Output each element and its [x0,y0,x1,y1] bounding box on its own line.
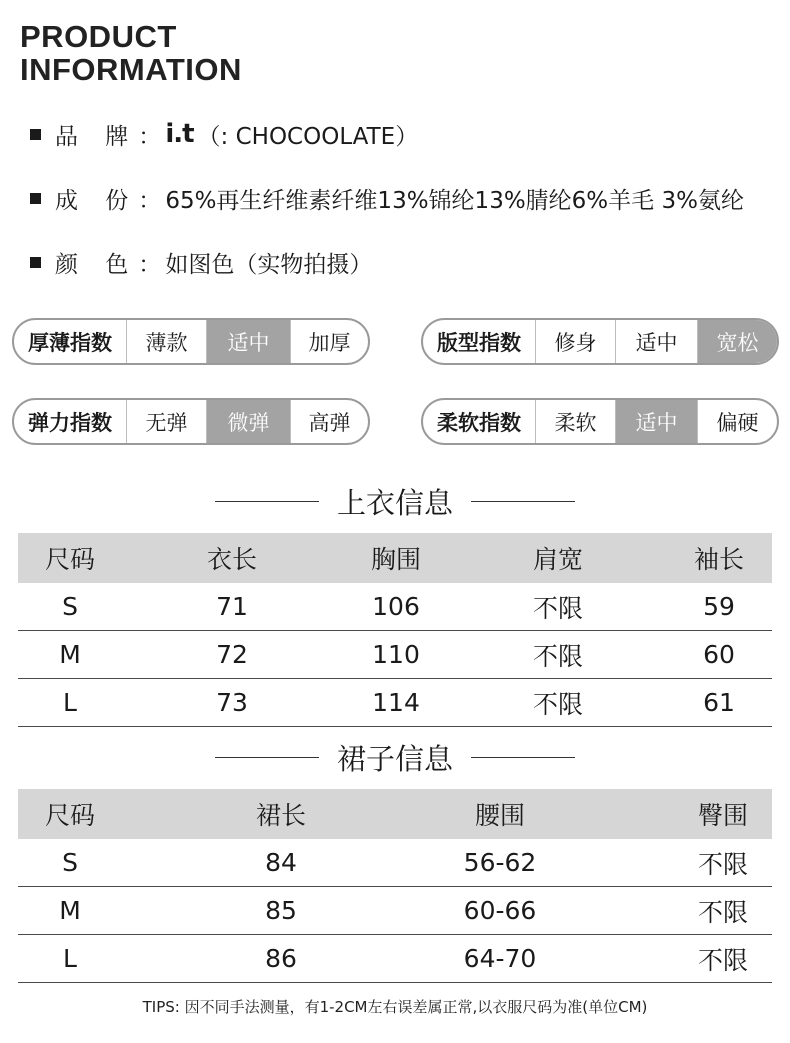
table-cell: 86 [265,944,297,973]
title-line-1: PRODUCT [20,19,177,54]
table-cell: 71 [216,592,248,621]
table-cell: 64-70 [463,944,537,973]
table-cell: 110 [372,640,420,669]
softness-option: 适中 [615,400,697,443]
table-cell: 不限 [697,849,748,879]
table-cell: M [59,640,81,669]
softness-index [421,398,779,445]
table-cell: 不限 [532,641,583,671]
softness-index-label: 柔软指数 [437,410,521,435]
page-title [20,20,242,86]
divider-line [471,501,575,502]
material-value: 65%再生纤维素纤维13%锦纶13%腈纶6%羊毛 3%氨纶 [165,187,744,214]
table-row [18,583,772,631]
softness-option: 偏硬 [697,400,777,443]
thickness-index [12,318,370,365]
material-row [30,181,744,215]
bullet-icon [30,257,41,268]
bullet-icon [30,193,41,204]
elasticity-option: 高弹 [290,400,368,443]
table-cell: 不限 [532,593,583,623]
table-cell: S [62,592,78,621]
table-header-cell: 肩宽 [532,545,583,574]
table-cell: 84 [265,848,297,877]
table-cell: M [59,896,81,925]
thickness-option: 加厚 [290,320,368,363]
table-header-row [18,789,772,839]
color-row [30,245,372,279]
skirt-section-title [0,737,790,777]
table-cell: 59 [703,592,735,621]
fit-option: 修身 [535,320,615,363]
fit-index-label: 版型指数 [437,330,521,355]
top-section-title [0,481,790,521]
fit-option: 宽松 [697,320,777,363]
table-row [18,631,772,679]
table-header-cell: 尺码 [44,801,95,830]
bullet-icon [30,129,41,140]
table-header-cell: 衣长 [206,545,257,574]
softness-option: 柔软 [535,400,615,443]
skirt-section-title-text: 裙子信息 [336,741,453,776]
thickness-option: 薄款 [126,320,206,363]
table-cell: 73 [216,688,248,717]
table-cell: 不限 [532,689,583,719]
table-cell: S [62,848,78,877]
skirt-size-table [18,789,772,983]
brand-row [30,117,418,151]
table-row [18,935,772,983]
table-header-cell: 臀围 [697,801,748,830]
table-cell: 不限 [697,897,748,927]
tips-note: TIPS: 因不同手法测量，有1-2CM左右误差属正常,以衣服尺码为准(单位CM) [142,998,648,1016]
elasticity-index-label: 弹力指数 [28,410,112,435]
table-cell: 不限 [697,945,748,975]
divider-line [215,501,319,502]
fit-option: 适中 [615,320,697,363]
table-cell: 60-66 [463,896,537,925]
table-header-row [18,533,772,583]
table-row [18,839,772,887]
table-header-cell: 胸围 [370,545,421,574]
title-line-2: INFORMATION [20,52,242,87]
table-header-cell: 袖长 [693,545,744,574]
thickness-option: 适中 [206,320,290,363]
divider-line [215,757,319,758]
divider-line [471,757,575,758]
table-row [18,887,772,935]
elasticity-option: 微弹 [206,400,290,443]
brand-value: （: CHOCOOLATE） [197,123,419,150]
table-cell: 60 [703,640,735,669]
material-label: 成 份： [55,187,172,214]
brand-label: 品 牌： [55,123,172,150]
table-cell: 61 [703,688,735,717]
color-value: 如图色（实物拍摄） [165,251,373,278]
brand-logo: i.t [165,119,194,149]
table-cell: 114 [372,688,420,717]
table-header-cell: 裙长 [255,801,306,830]
table-row [18,679,772,727]
table-header-cell: 腰围 [474,801,525,830]
table-cell: L [63,688,77,717]
top-section-title-text: 上衣信息 [336,485,453,520]
table-cell: 72 [216,640,248,669]
elasticity-option: 无弹 [126,400,206,443]
table-cell: 85 [265,896,297,925]
thickness-index-label: 厚薄指数 [28,330,112,355]
table-cell: 56-62 [463,848,537,877]
table-header-cell: 尺码 [44,545,95,574]
table-cell: 106 [372,592,420,621]
top-size-table [18,533,772,727]
table-cell: L [63,944,77,973]
color-label: 颜 色： [55,251,172,278]
fit-index [421,318,779,365]
elasticity-index [12,398,370,445]
